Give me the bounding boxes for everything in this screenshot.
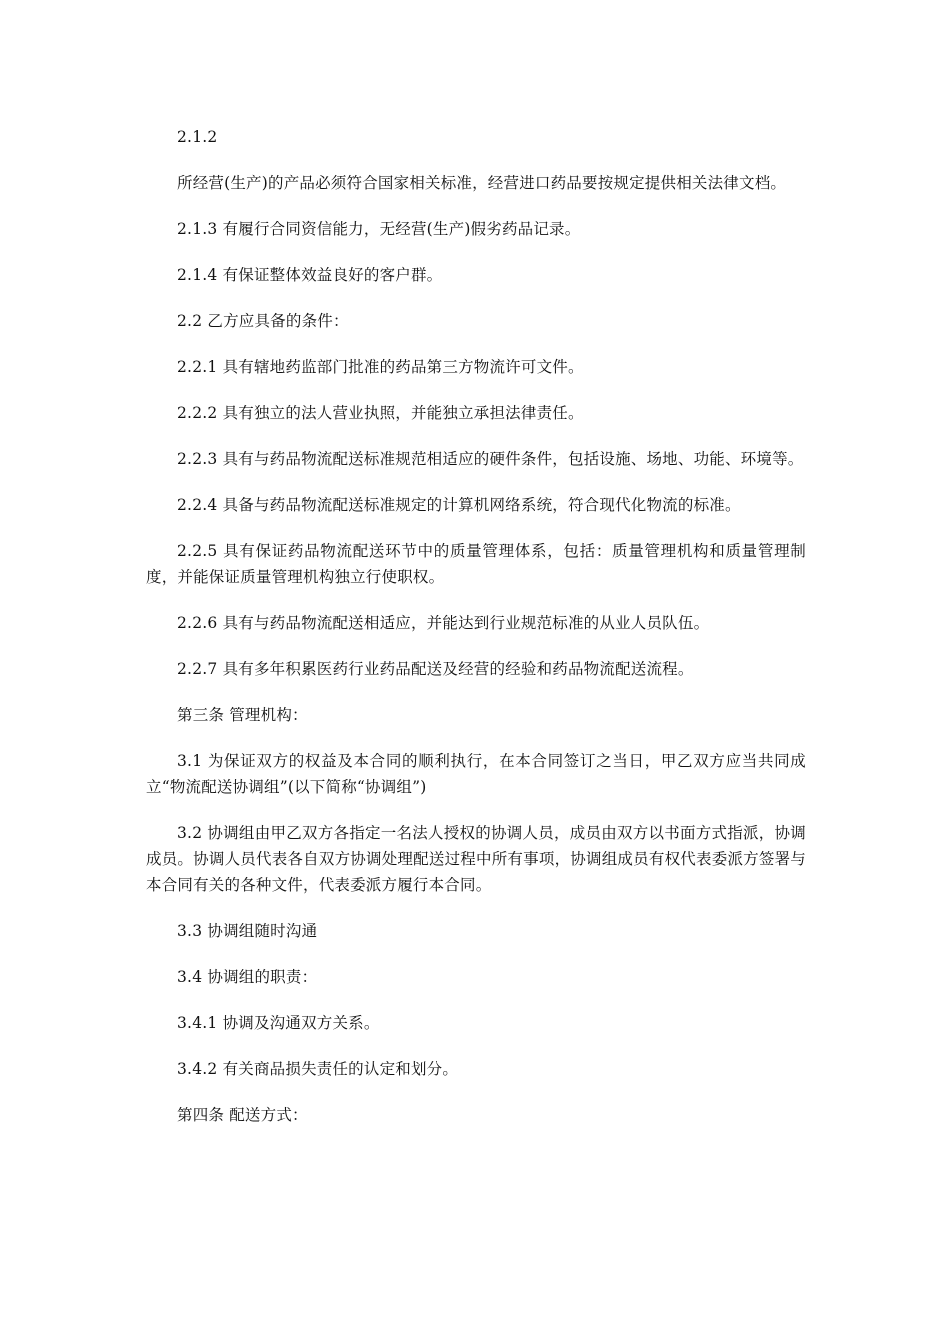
- paragraph-product-standards: 所经营(生产)的产品必须符合国家相关标准，经营进口药品要按规定提供相关法律文档。: [177, 174, 787, 192]
- paragraph-2-2-4: 2.2.4 具备与药品物流配送标准规定的计算机网络系统，符合现代化物流的标准。: [177, 496, 741, 514]
- paragraph-3-4: 3.4 协调组的职责：: [177, 968, 318, 986]
- paragraph-2-1-3: 2.1.3 有履行合同资信能力，无经营(生产)假劣药品记录。: [177, 220, 581, 238]
- paragraph-3-4-2: 3.4.2 有关商品损失责任的认定和划分。: [177, 1060, 459, 1078]
- paragraph-2-2-1: 2.2.1 具有辖地药监部门批准的药品第三方物流许可文件。: [177, 358, 584, 376]
- paragraph-2-1-4: 2.1.4 有保证整体效益良好的客户群。: [177, 266, 443, 284]
- paragraph-2-2-3: 2.2.3 具有与药品物流配送标准规范相适应的硬件条件，包括设施、场地、功能、环境等。: [177, 450, 804, 468]
- paragraph-2-2: 2.2 乙方应具备的条件：: [177, 312, 349, 330]
- paragraph-2-2-5: 2.2.5 具有保证药品物流配送环节中的质量管理体系，包括：质量管理机构和质量管理制度，并能保证质量管理机构独立行使职权。: [146, 542, 806, 586]
- paragraph-2-2-2: 2.2.2 具有独立的法人营业执照，并能独立承担法律责任。: [177, 404, 584, 422]
- paragraph-3-4-1: 3.4.1 协调及沟通双方关系。: [177, 1014, 380, 1032]
- paragraph-2-2-7: 2.2.7 具有多年积累医药行业药品配送及经营的经验和药品物流配送流程。: [177, 660, 694, 678]
- section-heading-article-4: 第四条 配送方式：: [177, 1106, 308, 1124]
- paragraph-3-2: 3.2 协调组由甲乙双方各指定一名法人授权的协调人员，成员由双方以书面方式指派，协调成员。协调人员代表各自双方协调处理配送过程中所有事项，协调组成员有权代表委派方签署与本合同有关的各种文件，代表委派方履行本合同。: [146, 824, 806, 894]
- paragraph-3-3: 3.3 协调组随时沟通: [177, 922, 318, 940]
- paragraph-2-1-2: 2.1.2: [177, 128, 218, 146]
- section-heading-article-3: 第三条 管理机构：: [177, 706, 308, 724]
- paragraph-3-1: 3.1 为保证双方的权益及本合同的顺利执行，在本合同签订之当日，甲乙双方应当共同成立“物流配送协调组”(以下简称“协调组”): [146, 752, 806, 796]
- paragraph-2-2-6: 2.2.6 具有与药品物流配送相适应，并能达到行业规范标准的从业人员队伍。: [177, 614, 710, 632]
- document-body: [146, 124, 806, 1148]
